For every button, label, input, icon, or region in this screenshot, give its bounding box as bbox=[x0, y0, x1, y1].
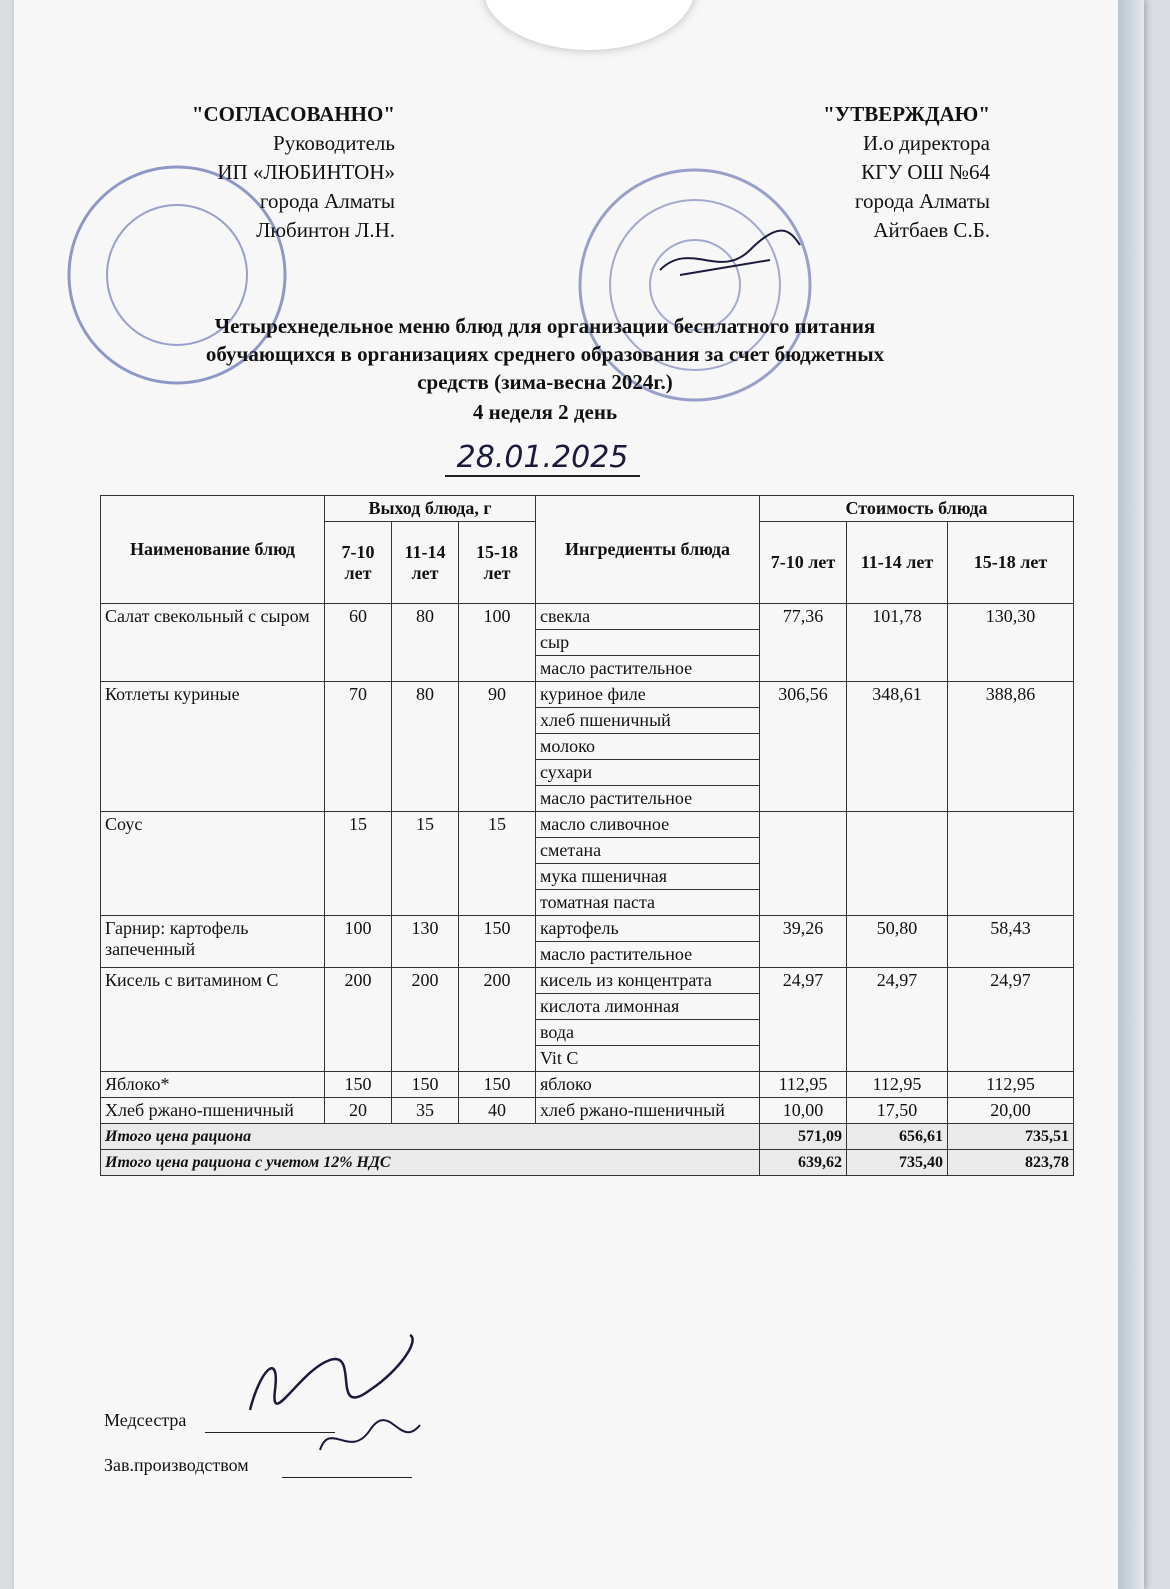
cost-age3: 112,95 bbox=[948, 1072, 1074, 1098]
table-row bbox=[101, 812, 1074, 838]
yield-age2: 130 bbox=[392, 916, 459, 968]
cost-age1: 77,36 bbox=[760, 604, 847, 682]
title-line2: обучающихся в организациях среднего образования за счет бюджетных bbox=[205, 342, 885, 366]
approval-left-line2: ИП «ЛЮБИНТОН» bbox=[217, 160, 395, 184]
approval-right-line2: КГУ ОШ №64 bbox=[861, 160, 990, 184]
table-row bbox=[101, 682, 1074, 708]
production-signature-line bbox=[282, 1477, 412, 1478]
ingredient: Vit C bbox=[536, 1046, 760, 1072]
approval-right bbox=[710, 100, 990, 245]
cost-age3: 130,30 bbox=[948, 604, 1074, 682]
ingredient: куриное филе bbox=[536, 682, 760, 708]
approval-right-line3: города Алматы bbox=[854, 189, 990, 213]
yield-age3: 200 bbox=[459, 968, 536, 1072]
total-age1: 571,09 bbox=[760, 1124, 847, 1150]
yield-age2: 35 bbox=[392, 1098, 459, 1124]
page-edge bbox=[1118, 0, 1144, 1589]
ingredient: масло растительное bbox=[536, 942, 760, 968]
yield-age3: 100 bbox=[459, 604, 536, 682]
ingredient: масло растительное bbox=[536, 786, 760, 812]
total-vat-age3: 823,78 bbox=[948, 1150, 1074, 1176]
ingredient: масло сливочное bbox=[536, 812, 760, 838]
header-cost-age2: 11-14 лет bbox=[847, 522, 948, 604]
dish-name: Кисель с витамином С bbox=[101, 968, 325, 1072]
cost-age3 bbox=[948, 812, 1074, 916]
ingredient: томатная паста bbox=[536, 890, 760, 916]
header-cost: Стоимость блюда bbox=[760, 496, 1074, 522]
approval-right-line4: Айтбаев С.Б. bbox=[873, 218, 990, 242]
ingredient: вода bbox=[536, 1020, 760, 1046]
ingredient: сухари bbox=[536, 760, 760, 786]
yield-age3: 150 bbox=[459, 1072, 536, 1098]
cost-age2 bbox=[847, 812, 948, 916]
production-label: Зав.производством bbox=[104, 1455, 249, 1475]
cost-age1: 39,26 bbox=[760, 916, 847, 968]
cost-age3: 58,43 bbox=[948, 916, 1074, 968]
total-vat-row bbox=[101, 1150, 1074, 1176]
cost-age1: 24,97 bbox=[760, 968, 847, 1072]
header-yield-age1: 7-10 лет bbox=[325, 522, 392, 604]
header-cost-age3: 15-18 лет bbox=[948, 522, 1074, 604]
yield-age1: 150 bbox=[325, 1072, 392, 1098]
ingredient: мука пшеничная bbox=[536, 864, 760, 890]
dish-name: Котлеты куриные bbox=[101, 682, 325, 812]
ingredient: хлеб ржано-пшеничный bbox=[536, 1098, 760, 1124]
approval-left bbox=[110, 100, 395, 245]
handwritten-date: 28.01.2025 bbox=[445, 440, 640, 477]
ingredient: хлеб пшеничный bbox=[536, 708, 760, 734]
yield-age2: 200 bbox=[392, 968, 459, 1072]
total-vat-label: Итого цена рациона с учетом 12% НДС bbox=[101, 1150, 760, 1176]
ingredient: сметана bbox=[536, 838, 760, 864]
ingredient: сыр bbox=[536, 630, 760, 656]
ingredient: яблоко bbox=[536, 1072, 760, 1098]
yield-age3: 40 bbox=[459, 1098, 536, 1124]
cost-age3: 20,00 bbox=[948, 1098, 1074, 1124]
total-row bbox=[101, 1124, 1074, 1150]
approval-left-line3: города Алматы bbox=[259, 189, 395, 213]
ingredient: масло растительное bbox=[536, 656, 760, 682]
yield-age3: 90 bbox=[459, 682, 536, 812]
header-dish-name: Наименование блюд bbox=[101, 496, 325, 604]
dish-name: Гарнир: картофель запеченный bbox=[101, 916, 325, 968]
cost-age3: 24,97 bbox=[948, 968, 1074, 1072]
header-yield: Выход блюда, г bbox=[325, 496, 536, 522]
yield-age1: 70 bbox=[325, 682, 392, 812]
title-line1: Четырехнедельное меню блюд для организации бесплатного питания bbox=[214, 314, 876, 338]
ingredient: молоко bbox=[536, 734, 760, 760]
header-yield-age2: 11-14 лет bbox=[392, 522, 459, 604]
week-day: 4 неделя 2 день bbox=[472, 400, 618, 424]
total-age3: 735,51 bbox=[948, 1124, 1074, 1150]
cost-age1: 112,95 bbox=[760, 1072, 847, 1098]
approval-left-line4: Любинтон Л.Н. bbox=[256, 218, 395, 242]
yield-age2: 15 bbox=[392, 812, 459, 916]
total-label: Итого цена рациона bbox=[101, 1124, 760, 1150]
table-row bbox=[101, 1098, 1074, 1124]
table-row bbox=[101, 604, 1074, 630]
total-age2: 656,61 bbox=[847, 1124, 948, 1150]
total-vat-age1: 639,62 bbox=[760, 1150, 847, 1176]
dish-name: Хлеб ржано-пшеничный bbox=[101, 1098, 325, 1124]
cost-age2: 17,50 bbox=[847, 1098, 948, 1124]
approval-left-heading: "СОГЛАСОВАННО" bbox=[191, 102, 395, 126]
yield-age2: 80 bbox=[392, 604, 459, 682]
cost-age2: 24,97 bbox=[847, 968, 948, 1072]
header-ingredients: Ингредиенты блюда bbox=[536, 496, 760, 604]
nurse-label: Медсестра bbox=[104, 1410, 187, 1430]
cost-age2: 50,80 bbox=[847, 916, 948, 968]
approval-right-heading: "УТВЕРЖДАЮ" bbox=[823, 102, 990, 126]
cost-age1 bbox=[760, 812, 847, 916]
title-line3: средств (зима-весна 2024г.) bbox=[417, 370, 673, 394]
cost-age1: 10,00 bbox=[760, 1098, 847, 1124]
cost-age2: 112,95 bbox=[847, 1072, 948, 1098]
ingredient: свекла bbox=[536, 604, 760, 630]
ingredient: кисель из концентрата bbox=[536, 968, 760, 994]
header-yield-age3: 15-18 лет bbox=[459, 522, 536, 604]
dish-name: Салат свекольный с сыром bbox=[101, 604, 325, 682]
yield-age1: 200 bbox=[325, 968, 392, 1072]
yield-age2: 150 bbox=[392, 1072, 459, 1098]
cost-age1: 306,56 bbox=[760, 682, 847, 812]
table-row bbox=[101, 1072, 1074, 1098]
yield-age2: 80 bbox=[392, 682, 459, 812]
yield-age1: 60 bbox=[325, 604, 392, 682]
cost-age2: 348,61 bbox=[847, 682, 948, 812]
document-title bbox=[100, 312, 990, 396]
yield-age1: 15 bbox=[325, 812, 392, 916]
approval-right-line1: И.о директора bbox=[862, 131, 990, 155]
yield-age1: 20 bbox=[325, 1098, 392, 1124]
menu-body bbox=[101, 604, 1074, 1124]
yield-age3: 150 bbox=[459, 916, 536, 968]
dish-name: Яблоко* bbox=[101, 1072, 325, 1098]
table-row bbox=[101, 968, 1074, 994]
table-row bbox=[101, 916, 1074, 942]
ingredient: кислота лимонная bbox=[536, 994, 760, 1020]
yield-age1: 100 bbox=[325, 916, 392, 968]
dish-name: Соус bbox=[101, 812, 325, 916]
production-signature bbox=[310, 1410, 430, 1470]
menu-table bbox=[100, 495, 1074, 1176]
header-cost-age1: 7-10 лет bbox=[760, 522, 847, 604]
cost-age2: 101,78 bbox=[847, 604, 948, 682]
cost-age3: 388,86 bbox=[948, 682, 1074, 812]
punch-hole bbox=[484, 0, 694, 50]
yield-age3: 15 bbox=[459, 812, 536, 916]
total-vat-age2: 735,40 bbox=[847, 1150, 948, 1176]
ingredient: картофель bbox=[536, 916, 760, 942]
approval-left-line1: Руководитель bbox=[273, 131, 395, 155]
